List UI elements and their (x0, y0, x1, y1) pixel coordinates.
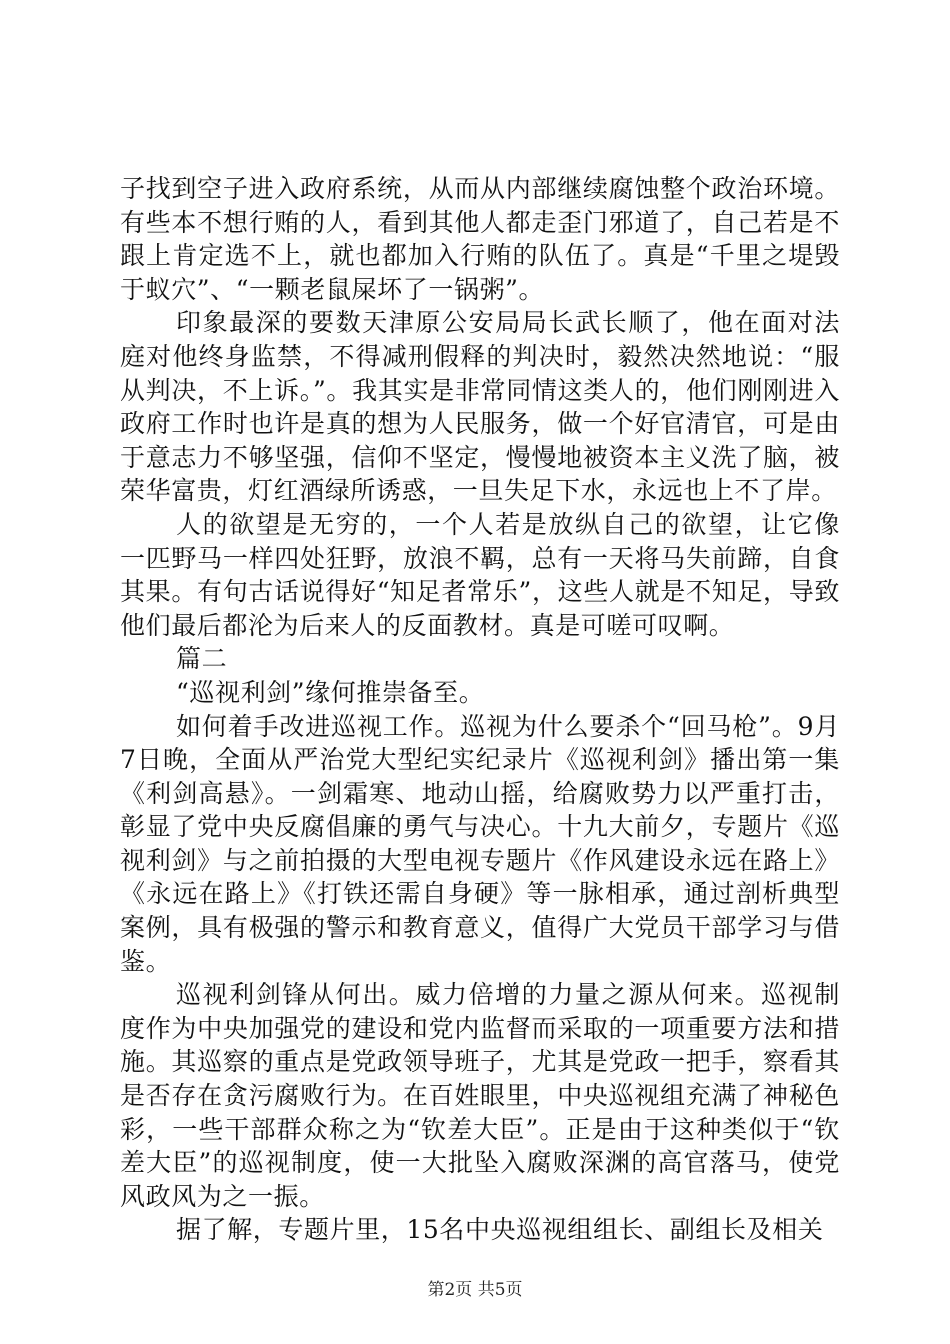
paragraph-3: 人的欲望是无穷的，一个人若是放纵自己的欲望，让它像一匹野马一样四处狂野，放浪不羁，总有一天将马失前蹄，自食其果。有句古话说得好“知足者常乐”，这些人就是不知足，导致他们最后都沦为后来人的反面教材。真是可嗟可叹啊。 (120, 509, 840, 640)
paragraph-6: 据了解，专题片里，15名中央巡视组组长、副组长及相关 (176, 1215, 824, 1245)
paragraph-4: 如何着手改进巡视工作。巡视为什么要杀个“回马枪”。9月7日晚，全面从严治党大型纪实纪录片《巡视利剑》播出第一集《利剑高悬》。一剑霜寒、地动山摇，给腐败势力以严重打击，彰显了党中央反腐倡廉的勇气与决心。十九大前夕，专题片《巡视利剑》与之前拍摄的大型电视专题片《作风建设永远在路上》《永远在路上》《打铁还需自身硬》等一脉相承，通过剖析典型案例，具有极强的警示和教育意义，值得广大党员干部学习与借鉴。 (120, 711, 840, 976)
paragraph-2: 印象最深的要数天津原公安局局长武长顺了，他在面对法庭对他终身监禁，不得减刑假释的判决时，毅然决然地说：“服从判决，不上诉。”。我其实是非常同情这类人的，他们刚刚进入政府工作时也许是真的想为人民服务，做一个好官清官，可是由于意志力不够坚强，信仰不坚定，慢慢地被资本主义洗了脑，被荣华富贵，灯红酒绿所诱惑，一旦失足下水，永远也上不了岸。 (120, 308, 840, 506)
paragraph-1: 子找到空子进入政府系统，从而从内部继续腐蚀整个政治环境。有些本不想行贿的人，看到其他人都走歪门邪道了，自己若是不跟上肯定选不上，就也都加入行贿的队伍了。真是“千里之堤毁于蚁穴”、“一颗老鼠屎坏了一锅粥”。 (120, 174, 840, 304)
paragraph-5: 巡视利剑锋从何出。威力倍增的力量之源从何来。巡视制度作为中央加强党的建设和党内监督而采取的一项重要方法和措施。其巡察的重点是党政领导班子，尤其是党政一把手，察看其是否存在贪污腐败行为。在百姓眼里，中央巡视组充满了神秘色彩，一些干部群众称之为“钦差大臣”。正是由于这种类似于“钦差大臣”的巡视制度，使一大批坠入腐败深渊的高官落马，使党风政风为之一振。 (120, 980, 840, 1211)
section-subtitle: “巡视利剑”缘何推崇备至。 (176, 677, 485, 707)
page-footer: 第2页 共5页 (427, 1280, 523, 1300)
document-body (120, 172, 840, 1247)
section-heading: 篇二 (176, 644, 228, 674)
